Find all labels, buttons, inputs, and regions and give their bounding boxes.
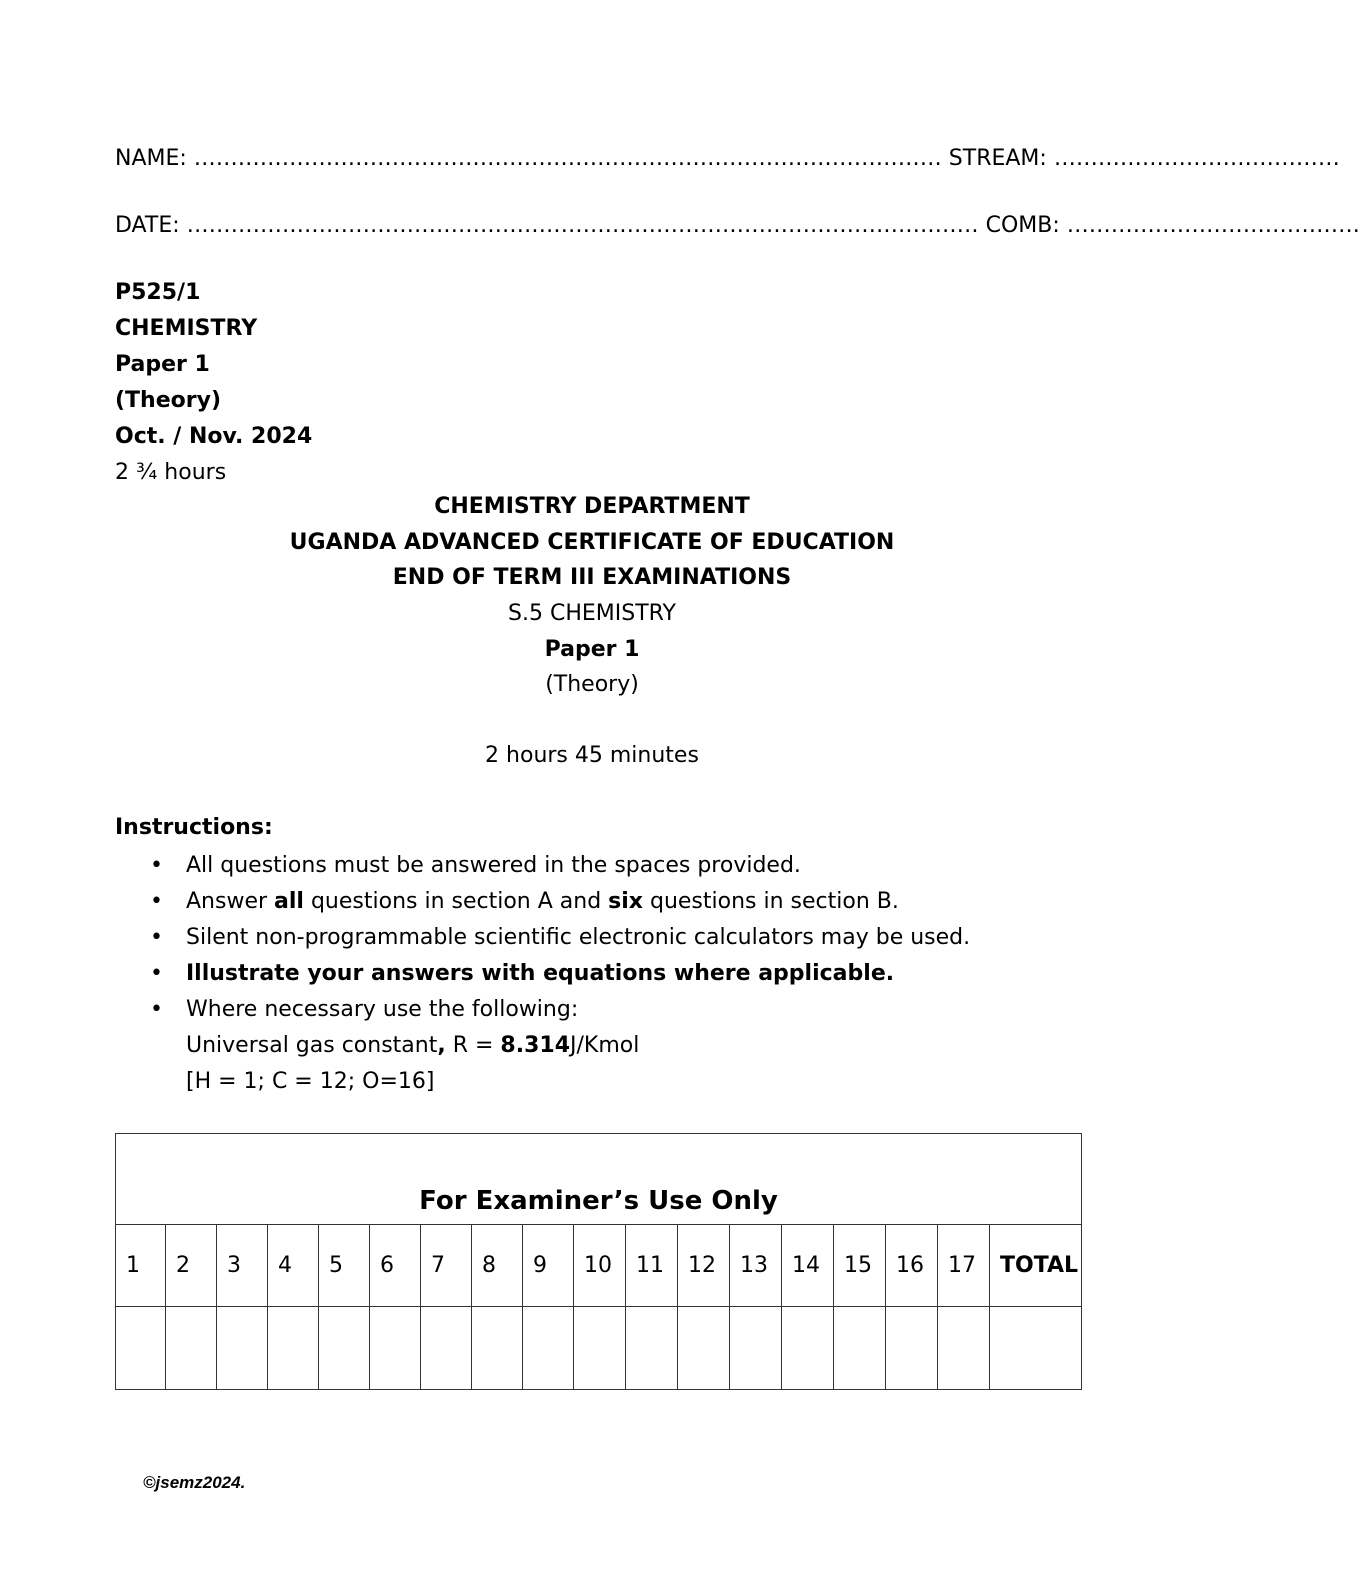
paper-number: Paper 1 (115, 352, 210, 377)
total-header: TOTAL (990, 1225, 1082, 1307)
score-cell[interactable] (730, 1307, 782, 1390)
question-number: 1 (116, 1225, 166, 1307)
exam-title: END OF TERM III EXAMINATIONS (392, 565, 792, 590)
score-cell[interactable] (834, 1307, 886, 1390)
list-item: • All questions must be answered in the spaces provided. (150, 853, 801, 878)
score-cell[interactable] (166, 1307, 217, 1390)
score-cell[interactable] (116, 1307, 166, 1390)
title-duration: 2 hours 45 minutes (485, 743, 699, 768)
total-cell[interactable] (990, 1307, 1082, 1390)
table-row (116, 1307, 1082, 1390)
score-cell[interactable] (574, 1307, 626, 1390)
question-number: 2 (166, 1225, 217, 1307)
question-number: 15 (834, 1225, 886, 1307)
list-item: • Where necessary use the following: Universal gas constant, R = 8.314J/Kmol [H = 1; C = 12; O=16] (150, 992, 970, 1100)
department-title: CHEMISTRY DEPARTMENT (434, 494, 750, 519)
score-cell[interactable] (782, 1307, 834, 1390)
score-cell[interactable] (472, 1307, 523, 1390)
instructions-list (150, 848, 970, 1100)
question-number: 7 (421, 1225, 472, 1307)
list-item: • Silent non-programmable scientific electronic calculators may be used. (150, 925, 971, 950)
question-number: 4 (268, 1225, 319, 1307)
examiner-table (115, 1133, 1082, 1390)
score-cell[interactable] (886, 1307, 938, 1390)
exam-session: Oct. / Nov. 2024 (115, 424, 313, 449)
title-type: (Theory) (545, 672, 639, 697)
score-cell[interactable] (523, 1307, 574, 1390)
paper-duration: 2 ¾ hours (115, 460, 227, 485)
question-number: 17 (938, 1225, 990, 1307)
score-cell[interactable] (319, 1307, 370, 1390)
gas-constant: Universal gas constant, R = 8.314J/Kmol (186, 1033, 640, 1058)
date-comb-line: DATE: ……………………………………………………………………………………………… COMB: …………………………………. (115, 213, 1360, 238)
score-cell[interactable] (217, 1307, 268, 1390)
atomic-masses: [H = 1; C = 12; O=16] (186, 1069, 435, 1094)
certificate-title: UGANDA ADVANCED CERTIFICATE OF EDUCATION (289, 530, 895, 555)
question-number: 12 (678, 1225, 730, 1307)
paper-meta (115, 275, 312, 491)
table-row (116, 1225, 1082, 1307)
class-subject: S.5 CHEMISTRY (508, 601, 676, 626)
question-number: 13 (730, 1225, 782, 1307)
question-number: 3 (217, 1225, 268, 1307)
list-item: • Answer all questions in section A and six questions in section B. (150, 889, 899, 914)
score-cell[interactable] (678, 1307, 730, 1390)
name-stream-line: NAME: ………………………………………………………………………………………… STREAM: ………………………………… (115, 146, 1340, 171)
list-item: • Illustrate your answers with equations where applicable. (150, 961, 895, 986)
paper-type: (Theory) (115, 388, 222, 413)
question-number: 9 (523, 1225, 574, 1307)
score-cell[interactable] (268, 1307, 319, 1390)
question-number: 6 (370, 1225, 421, 1307)
instructions-title: Instructions: (115, 815, 273, 840)
subject-name: CHEMISTRY (115, 316, 258, 341)
examiner-table-title: For Examiner’s Use Only (116, 1134, 1082, 1225)
copyright-notice: ©jsemz2024. (143, 1473, 246, 1492)
score-cell[interactable] (938, 1307, 990, 1390)
score-cell[interactable] (421, 1307, 472, 1390)
question-number: 5 (319, 1225, 370, 1307)
question-number: 11 (626, 1225, 678, 1307)
question-number: 14 (782, 1225, 834, 1307)
score-cell[interactable] (370, 1307, 421, 1390)
question-number: 16 (886, 1225, 938, 1307)
title-paper: Paper 1 (544, 637, 640, 662)
question-number: 10 (574, 1225, 626, 1307)
question-number: 8 (472, 1225, 523, 1307)
paper-code: P525/1 (115, 280, 201, 305)
score-cell[interactable] (626, 1307, 678, 1390)
